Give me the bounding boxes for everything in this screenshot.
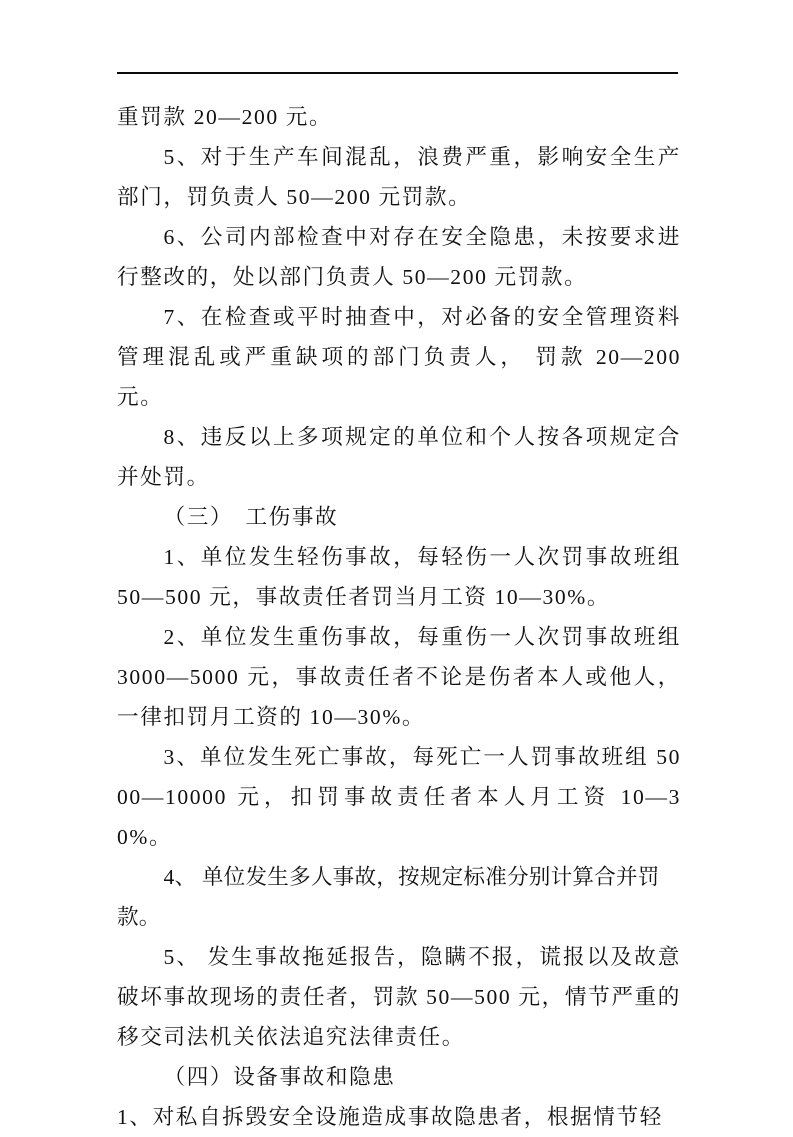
paragraph-item-6: 6、公司内部检查中对存在安全隐患，未按要求进行整改的，处以部门负责人 50—200 元罚款。 bbox=[117, 225, 681, 289]
paragraph-item-7: 7、在检查或平时抽查中，对必备的安全管理资料管理混乱或严重缺项的部门负责人， 罚款 20—200 元。 bbox=[117, 305, 681, 409]
section-heading-four: （四）设备事故和隐患 bbox=[163, 1065, 396, 1089]
paragraph-continuation: 重罚款 20—200 元。 bbox=[117, 105, 333, 129]
paragraph-injury-item-1: 1、单位发生轻伤事故，每轻伤一人次罚事故班组 50—500 元，事故责任者罚当月工资 10—30%。 bbox=[117, 545, 681, 609]
paragraph-item-8: 8、违反以上多项规定的单位和个人按各项规定合并处罚。 bbox=[117, 425, 681, 489]
section-heading-three: （三） 工伤事故 bbox=[163, 505, 339, 529]
paragraph-equipment-item-1: 1、对私自拆毁安全设施造成事故隐患者，根据情节轻 bbox=[117, 1105, 663, 1129]
document-body bbox=[117, 97, 681, 1137]
paragraph-injury-item-2: 2、单位发生重伤事故，每重伤一人次罚事故班组 3000—5000 元，事故责任者不论是伤者本人或他人，一律扣罚月工资的 10—30%。 bbox=[117, 625, 681, 729]
paragraph-injury-item-4: 4、 单位发生多人事故，按规定标准分别计算合并罚款。 bbox=[117, 865, 660, 929]
paragraph-injury-item-5: 5、 发生事故拖延报告，隐瞒不报，谎报以及故意破坏事故现场的责任者，罚款 50—500 元，情节严重的移交司法机关依法追究法律责任。 bbox=[117, 945, 681, 1049]
paragraph-item-5: 5、对于生产车间混乱，浪费严重，影响安全生产部门，罚负责人 50—200 元罚款。 bbox=[117, 145, 681, 209]
paragraph-injury-item-3: 3、单位发生死亡事故，每死亡一人罚事故班组 5000—10000 元，扣罚事故责任者本人月工资 10—30%。 bbox=[117, 745, 681, 849]
header-rule bbox=[117, 72, 678, 74]
